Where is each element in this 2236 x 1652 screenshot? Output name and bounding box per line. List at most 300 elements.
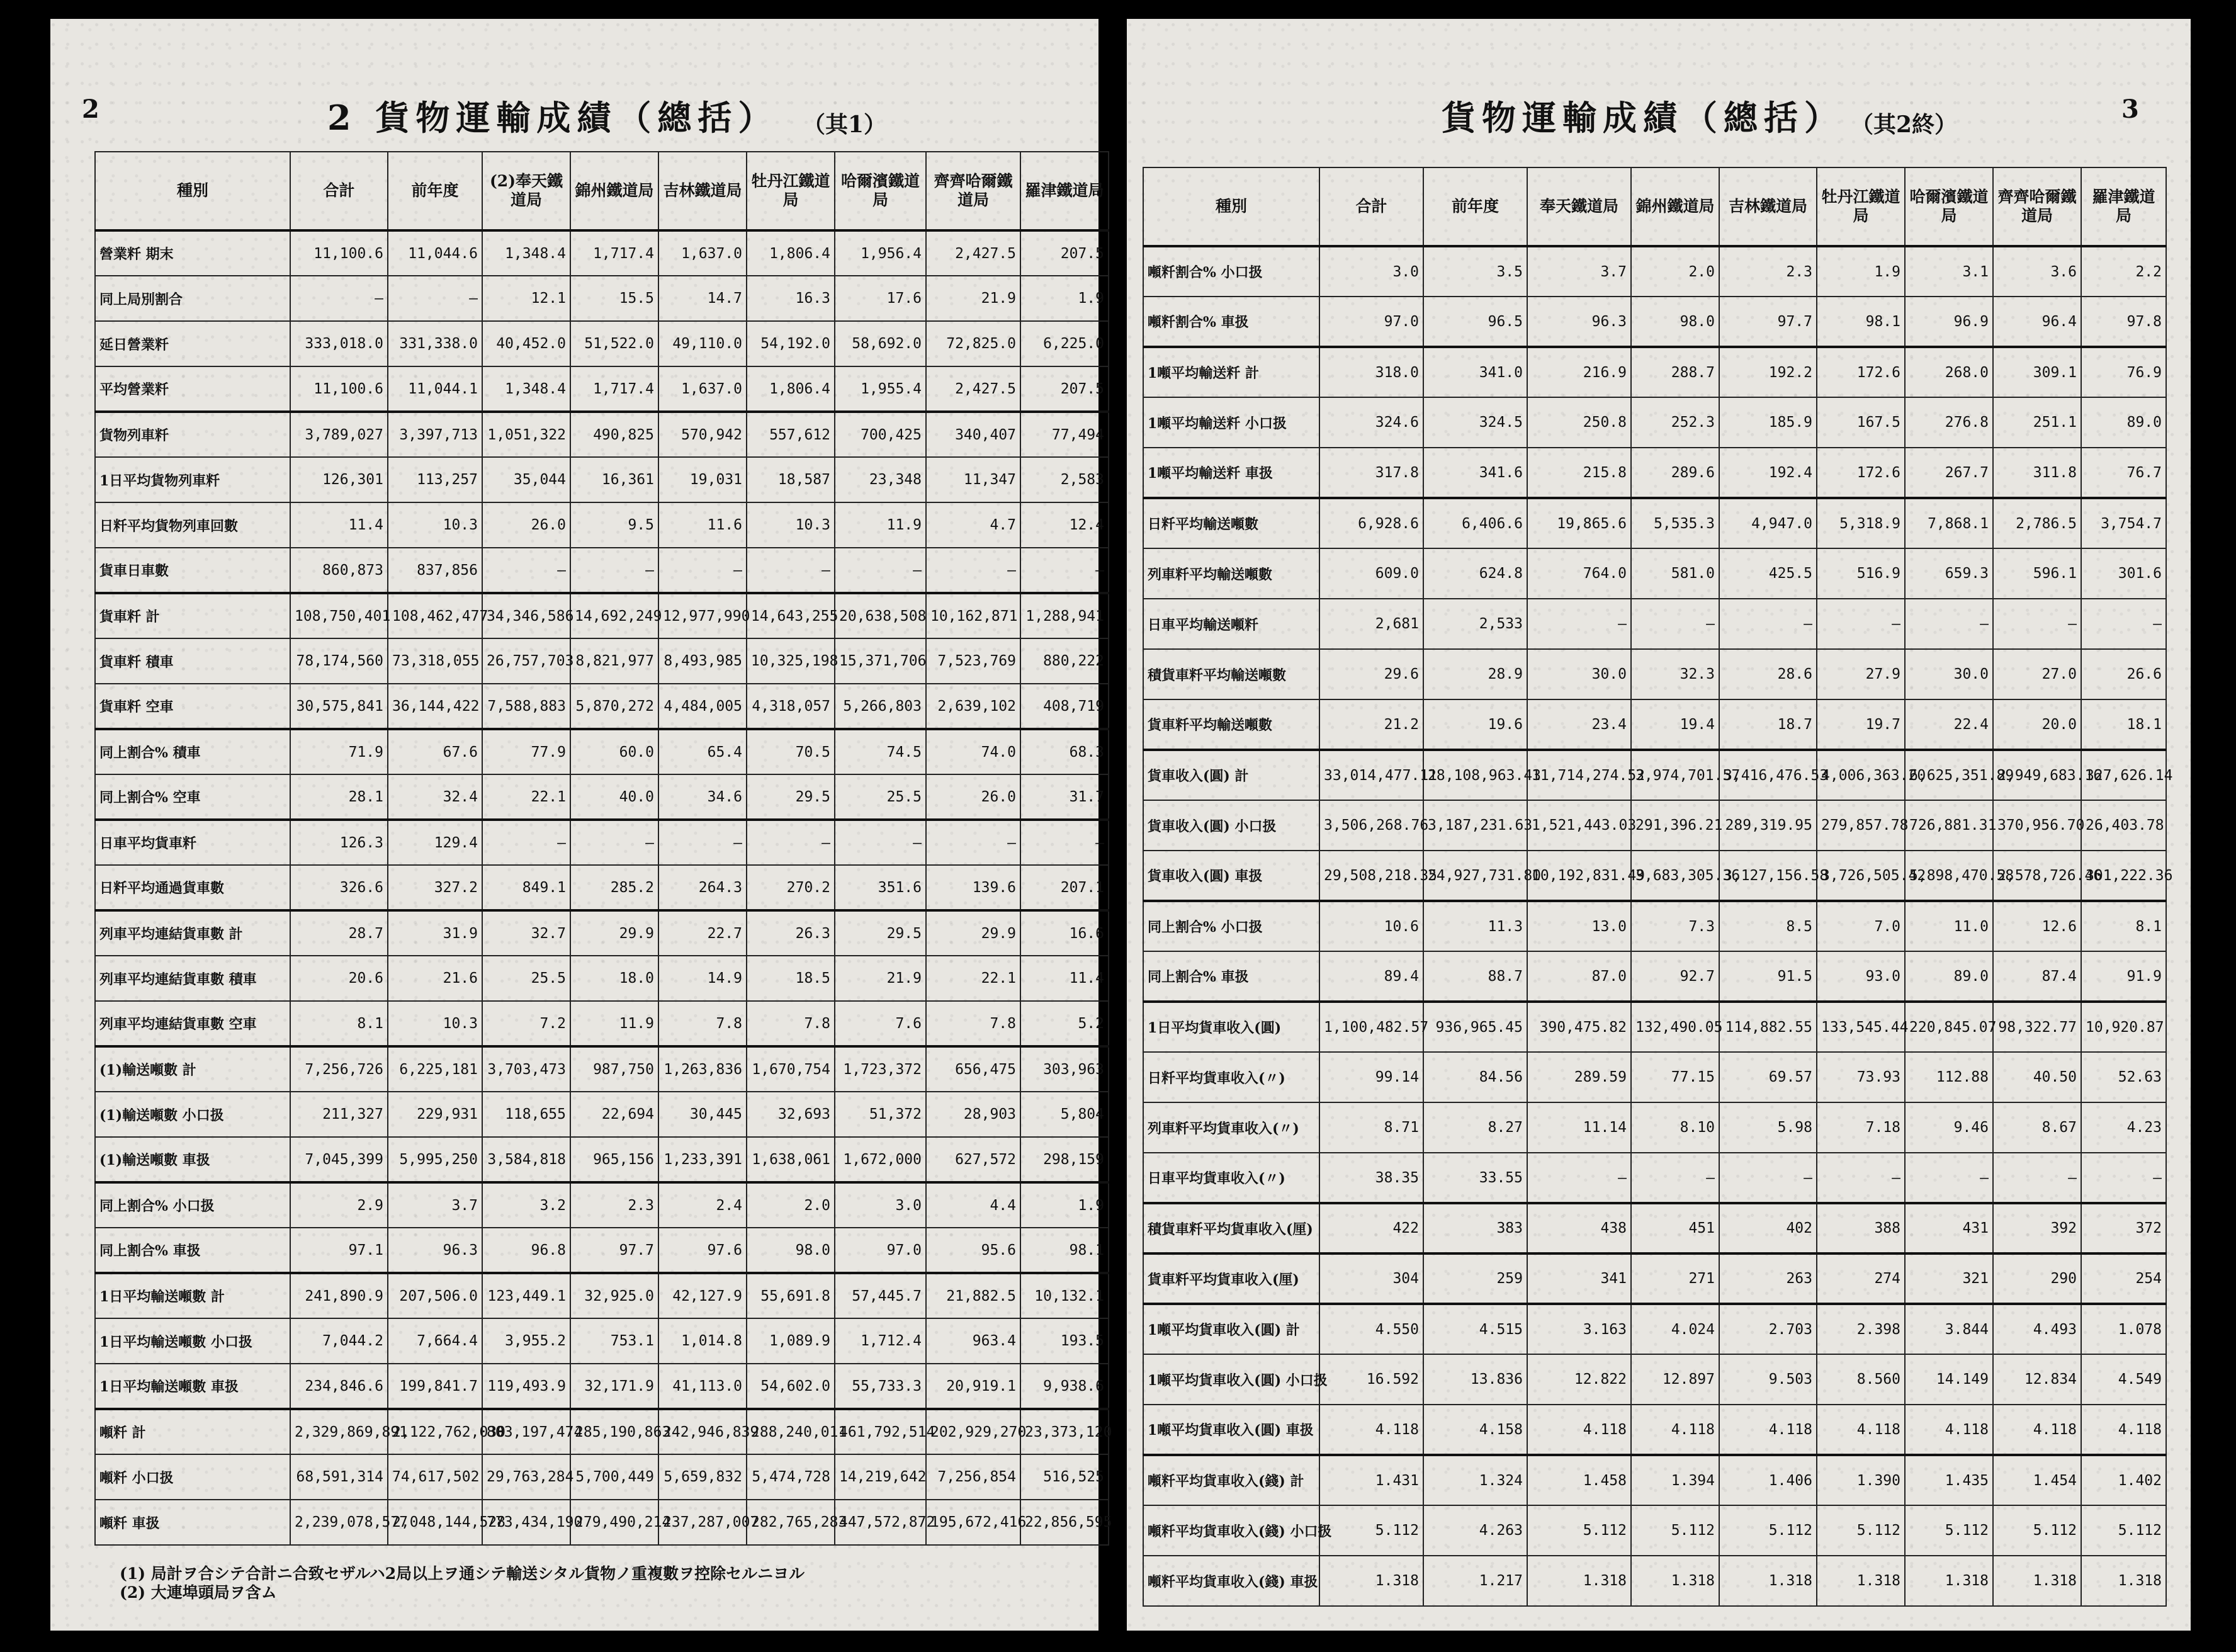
table-cell: 18.1 [2081, 699, 2166, 750]
table-cell: 74.5 [835, 729, 926, 774]
table-cell: 118,655 [482, 1092, 570, 1137]
table-cell: 11,714,274.52 [1527, 750, 1631, 800]
table-cell: 126.3 [290, 820, 388, 865]
table-cell: 270.2 [747, 865, 835, 910]
table-cell: 32,171.9 [570, 1364, 658, 1409]
table-cell: 1,263,836 [658, 1046, 747, 1092]
table-cell: 1.394 [1631, 1455, 1719, 1505]
column-header: 齊齊哈爾鐵道局 [926, 152, 1020, 230]
table-cell: 837,856 [388, 548, 482, 593]
table-cell: 199,841.7 [388, 1364, 482, 1409]
table-cell: — [1631, 599, 1719, 649]
table-cell: 18.7 [1719, 699, 1817, 750]
table-cell: 8.5 [1719, 901, 1817, 951]
table-row [1143, 750, 2166, 800]
table-cell: 2,048,144,528 [388, 1500, 482, 1545]
column-header: 羅津鐵道局 [1020, 152, 1109, 230]
table-row [95, 1092, 1109, 1137]
table-cell: 1.318 [1905, 1556, 1993, 1606]
table-cell: 656,475 [926, 1046, 1020, 1092]
table-cell: 1.318 [1993, 1556, 2081, 1606]
table-cell: 18,587 [747, 457, 835, 502]
table-cell: 341.6 [1423, 448, 1527, 498]
table-cell: 28,108,963.43 [1423, 750, 1527, 800]
table-cell: 438 [1527, 1203, 1631, 1253]
table-cell: 2,949,683.16 [1993, 750, 2081, 800]
table-cell: 211,327 [290, 1092, 388, 1137]
statistics-table [94, 151, 1112, 1546]
table-cell: — [1020, 820, 1109, 865]
table-cell: 32,693 [747, 1092, 835, 1137]
table-cell: 8,821,977 [570, 638, 658, 684]
page-title: 貨物運輸成績（總括） [1442, 98, 1844, 138]
table-cell: 3.2 [482, 1182, 570, 1228]
table-cell: 1,723,372 [835, 1046, 926, 1092]
table-row [1143, 1102, 2166, 1153]
table-cell: 7.8 [747, 1001, 835, 1046]
table-cell: 753.1 [570, 1318, 658, 1364]
table-cell: 192.4 [1719, 448, 1817, 498]
table-cell: 28.1 [290, 774, 388, 820]
table-cell: 97.7 [570, 1228, 658, 1273]
table-cell: 23,373,120 [1020, 1409, 1109, 1454]
table-row [1143, 1203, 2166, 1253]
table-cell: 19,031 [658, 457, 747, 502]
table-cell: 570,942 [658, 412, 747, 457]
table-cell: 4.118 [2081, 1405, 2166, 1455]
row-label: 1日平均輸送噸數 小口扱 [95, 1318, 290, 1364]
footnote: (1) 局計ヲ合シテ合計ニ合致セザルハ2局以上ヲ通シテ輸送シタル貨物ノ重複數ヲ控除セルニヨル [120, 1564, 805, 1583]
table-cell: 627,572 [926, 1137, 1020, 1182]
table-cell: 4.118 [1817, 1405, 1905, 1455]
row-label: 1日平均輸送噸數 計 [95, 1273, 290, 1318]
table-row [95, 1409, 1109, 1454]
table-cell: 88.7 [1423, 951, 1527, 1002]
column-header: 錦州鐵道局 [570, 152, 658, 230]
table-cell: 1.318 [1631, 1556, 1719, 1606]
table-cell: 126,301 [290, 457, 388, 502]
table-cell: 14,692,249 [570, 593, 658, 638]
table-cell: 207.5 [1020, 366, 1109, 412]
table-cell: 10,162,871 [926, 593, 1020, 638]
column-header-category: 種別 [1143, 167, 1319, 246]
table-cell: — [482, 820, 570, 865]
table-cell: 139.6 [926, 865, 1020, 910]
row-label: 貨車粁 空車 [95, 684, 290, 729]
table-cell: 19.4 [1631, 699, 1719, 750]
table-cell: 7.3 [1631, 901, 1719, 951]
table-row [1143, 649, 2166, 699]
table-cell: 207,506.0 [388, 1273, 482, 1318]
table-cell: 271 [1631, 1253, 1719, 1304]
table-cell: 9,938.6 [1020, 1364, 1109, 1409]
table-cell: — [1993, 1153, 2081, 1203]
table-cell: 490,825 [570, 412, 658, 457]
table-cell: 5,266,803 [835, 684, 926, 729]
table-cell: 18.0 [570, 956, 658, 1001]
table-cell: 5.112 [1993, 1505, 2081, 1556]
column-header: 哈爾濱鐵道局 [1905, 167, 1993, 246]
table-cell: 3.7 [1527, 246, 1631, 297]
table-cell: 5.112 [1527, 1505, 1631, 1556]
table-cell: 10,192,831.49 [1527, 851, 1631, 901]
table-cell: 1,288,941 [1020, 593, 1109, 638]
table-cell: 309.1 [1993, 347, 2081, 397]
table-cell: 1.217 [1423, 1556, 1527, 1606]
table-cell: 2,786.5 [1993, 498, 2081, 548]
table-cell: 5.112 [1905, 1505, 1993, 1556]
table-cell: 4.118 [1719, 1405, 1817, 1455]
table-cell: 301,222.36 [2081, 851, 2166, 901]
table-cell: 32.3 [1631, 649, 1719, 699]
table-cell: 241,890.9 [290, 1273, 388, 1318]
table-cell: 5.112 [1631, 1505, 1719, 1556]
table-cell: 29.9 [926, 910, 1020, 956]
table-cell: 7.18 [1817, 1102, 1905, 1153]
table-cell: 72,825.0 [926, 321, 1020, 366]
table-row [95, 1182, 1109, 1228]
table-row [1143, 347, 2166, 397]
table-cell: 97.8 [2081, 297, 2166, 347]
column-header: 吉林鐵道局 [658, 152, 747, 230]
table-cell: 25.5 [835, 774, 926, 820]
row-label: 噸粁平均貨車收入(錢) 小口扱 [1143, 1505, 1319, 1556]
table-cell: 32.7 [482, 910, 570, 956]
table-cell: 326.6 [290, 865, 388, 910]
table-cell: 14.149 [1905, 1354, 1993, 1405]
table-cell: 1,712.4 [835, 1318, 926, 1364]
table-row [1143, 498, 2166, 548]
table-cell: 1,637.0 [658, 230, 747, 276]
row-label: 同上局別割合 [95, 276, 290, 321]
table-cell: 3,683,305.36 [1631, 851, 1719, 901]
table-cell: 5,898,470.58 [1905, 851, 1993, 901]
table-cell: 263 [1719, 1253, 1817, 1304]
table-cell: 4.118 [1905, 1405, 1993, 1455]
table-row [1143, 901, 2166, 951]
table-cell: 3,187,231.63 [1423, 800, 1527, 851]
table-cell: 1.390 [1817, 1455, 1905, 1505]
table-cell: 1,233,391 [658, 1137, 747, 1182]
table-cell: 8,493,985 [658, 638, 747, 684]
table-cell: 68,591,314 [290, 1454, 388, 1500]
table-cell: 6,225.0 [1020, 321, 1109, 366]
table-cell: 20.0 [1993, 699, 2081, 750]
table-cell: 609.0 [1319, 548, 1423, 599]
row-label: 噸粁 車扱 [95, 1500, 290, 1545]
table-cell: 3.6 [1993, 246, 2081, 297]
table-cell: 392 [1993, 1203, 2081, 1253]
table-cell: 282,765,283 [747, 1500, 835, 1545]
table-cell: 15.5 [570, 276, 658, 321]
table-row [1143, 448, 2166, 498]
table-cell: 11,347 [926, 457, 1020, 502]
table-cell: 4.118 [1319, 1405, 1423, 1455]
row-label: 列車平均連結貨車數 計 [95, 910, 290, 956]
table-cell: — [1817, 1153, 1905, 1203]
table-cell: 4.024 [1631, 1304, 1719, 1354]
table-cell: 29,763,284 [482, 1454, 570, 1500]
table-cell: 19,865.6 [1527, 498, 1631, 548]
table-cell: 98.0 [1631, 297, 1719, 347]
row-label: 日車平均輸送噸粁 [1143, 599, 1319, 649]
table-cell: 3,974,701.57 [1631, 750, 1719, 800]
table-cell: 30,445 [658, 1092, 747, 1137]
table-cell: 97.0 [1319, 297, 1423, 347]
table-cell: 1.458 [1527, 1455, 1631, 1505]
column-header: 合計 [1319, 167, 1423, 246]
table-cell: 49,110.0 [658, 321, 747, 366]
table-cell: 4,318,057 [747, 684, 835, 729]
table-cell: 324.5 [1423, 397, 1527, 448]
page-volume: （其2終） [1851, 111, 1958, 138]
table-row [95, 638, 1109, 684]
row-label: 列車粁平均輸送噸數 [1143, 548, 1319, 599]
table-cell: — [388, 276, 482, 321]
table-cell: 77,494 [1020, 412, 1109, 457]
table-cell: 27.9 [1817, 649, 1905, 699]
table-cell: 12.1 [482, 276, 570, 321]
table-cell: 216.9 [1527, 347, 1631, 397]
table-cell: 289.6 [1631, 448, 1719, 498]
table-cell: 16.6 [1020, 910, 1109, 956]
table-cell: 97.7 [1719, 297, 1817, 347]
table-cell: 77.9 [482, 729, 570, 774]
table-cell: 425.5 [1719, 548, 1817, 599]
table-cell: 3.1 [1905, 246, 1993, 297]
table-cell: 860,873 [290, 548, 388, 593]
table-cell: 14,219,642 [835, 1454, 926, 1500]
table-cell: 18.5 [747, 956, 835, 1001]
table-cell: 2.3 [1719, 246, 1817, 297]
table-cell: 11.9 [570, 1001, 658, 1046]
table-cell: 32.4 [388, 774, 482, 820]
table-cell: 11.4 [290, 502, 388, 548]
column-header-category: 種別 [95, 152, 290, 230]
table-cell: 55,691.8 [747, 1273, 835, 1318]
table-cell: 327,626.14 [2081, 750, 2166, 800]
table-cell: 2.0 [747, 1182, 835, 1228]
table-cell: 31.7 [1020, 774, 1109, 820]
table-row [1143, 1405, 2166, 1455]
table-cell: 96.3 [1527, 297, 1631, 347]
table-cell: 14,643,255 [747, 593, 835, 638]
table-cell: 113,257 [388, 457, 482, 502]
table-cell: 57,445.7 [835, 1273, 926, 1318]
table-cell: 14.7 [658, 276, 747, 321]
table-cell: 1.406 [1719, 1455, 1817, 1505]
table-cell: 1.454 [1993, 1455, 2081, 1505]
table-cell: 96.9 [1905, 297, 1993, 347]
table-cell: 7.6 [835, 1001, 926, 1046]
row-label: 日車平均貨車粁 [95, 820, 290, 865]
table-cell: 4.23 [2081, 1102, 2166, 1153]
table-cell: 33.55 [1423, 1153, 1527, 1203]
table-cell: 3,127,156.58 [1719, 851, 1817, 901]
table-cell: 89.0 [2081, 397, 2166, 448]
table-cell: 289.59 [1527, 1052, 1631, 1102]
table-cell: 114,882.55 [1719, 1002, 1817, 1052]
table-cell: 10.3 [388, 502, 482, 548]
table-cell: — [835, 548, 926, 593]
table-cell: 21,882.5 [926, 1273, 1020, 1318]
table-cell: 98,322.77 [1993, 1002, 2081, 1052]
table-cell: 89.0 [1905, 951, 1993, 1002]
table-cell: 71.9 [290, 729, 388, 774]
left-page [50, 19, 1112, 1631]
table-cell: — [290, 276, 388, 321]
table-cell: 8.67 [1993, 1102, 2081, 1153]
table-cell: 5,535.3 [1631, 498, 1719, 548]
table-cell: 24,927,731.80 [1423, 851, 1527, 901]
table-row [95, 1001, 1109, 1046]
row-label: 列車平均連結貨車數 空車 [95, 1001, 290, 1046]
table-row [95, 230, 1109, 276]
table-cell: 3,726,505.42 [1817, 851, 1905, 901]
table-cell: 331,338.0 [388, 321, 482, 366]
table-cell: 447,572,872 [835, 1500, 926, 1545]
table-cell: 7,664.4 [388, 1318, 482, 1364]
table-cell: 5.112 [1319, 1505, 1423, 1556]
table-cell: 4.549 [2081, 1354, 2166, 1405]
table-cell: 22,694 [570, 1092, 658, 1137]
row-label: 積貨車粁平均貨車收入(厘) [1143, 1203, 1319, 1253]
table-cell: 726,881.31 [1905, 800, 1993, 851]
row-label: 日粁平均輸送噸數 [1143, 498, 1319, 548]
table-cell: 123,449.1 [482, 1273, 570, 1318]
row-label: 1日平均貨車收入(圓) [1143, 1002, 1319, 1052]
table-cell: 60.0 [570, 729, 658, 774]
table-cell: 51,522.0 [570, 321, 658, 366]
row-label: 1噸平均輸送粁 小口扱 [1143, 397, 1319, 448]
table-cell: 93.0 [1817, 951, 1905, 1002]
table-cell: 341 [1527, 1253, 1631, 1304]
table-cell: 242,946,839 [658, 1409, 747, 1454]
table-cell: 324.6 [1319, 397, 1423, 448]
table-cell: 108,462,477 [388, 593, 482, 638]
table-cell: 33,014,477.11 [1319, 750, 1423, 800]
table-cell: 7,044.2 [290, 1318, 388, 1364]
table-cell: 11.3 [1423, 901, 1527, 951]
table-row [95, 1273, 1109, 1318]
table-cell: 34,346,586 [482, 593, 570, 638]
row-label: 貨車粁平均貨車收入(厘) [1143, 1253, 1319, 1304]
table-cell: 22.1 [482, 774, 570, 820]
table-cell: 11.14 [1527, 1102, 1631, 1153]
table-cell: 20,638,508 [835, 593, 926, 638]
table-row [1143, 397, 2166, 448]
table-cell: 6,406.6 [1423, 498, 1527, 548]
table-cell: 880,222 [1020, 638, 1109, 684]
table-cell: 12,977,990 [658, 593, 747, 638]
table-cell: 5.112 [1719, 1505, 1817, 1556]
table-cell: 557,612 [747, 412, 835, 457]
table-cell: 10,325,198 [747, 638, 835, 684]
table-cell: 274 [1817, 1253, 1905, 1304]
table-cell: 285,190,863 [570, 1409, 658, 1454]
table-cell: 14.9 [658, 956, 747, 1001]
table-cell: — [835, 820, 926, 865]
table-cell: 9.5 [570, 502, 658, 548]
table-row [1143, 548, 2166, 599]
table-cell: 383 [1423, 1203, 1527, 1253]
table-cell: 3.7 [388, 1182, 482, 1228]
table-row [1143, 800, 2166, 851]
page-volume: （其1） [803, 111, 887, 138]
table-cell: 97.1 [290, 1228, 388, 1273]
table-cell: 431 [1905, 1203, 1993, 1253]
table-cell: 291,396.21 [1631, 800, 1719, 851]
table-cell: 7,256,726 [290, 1046, 388, 1092]
row-label: 營業粁 期末 [95, 230, 290, 276]
page-number: 2 [82, 94, 99, 124]
row-label: 貨車粁 積車 [95, 638, 290, 684]
table-cell: 311.8 [1993, 448, 2081, 498]
row-label: 同上割合% 車扱 [1143, 951, 1319, 1002]
table-cell: 19.7 [1817, 699, 1905, 750]
table-cell: 8.1 [2081, 901, 2166, 951]
table-cell: 13.0 [1527, 901, 1631, 951]
table-cell: 26.0 [926, 774, 1020, 820]
column-header: 前年度 [388, 152, 482, 230]
table-cell: 193.5 [1020, 1318, 1109, 1364]
table-row [1143, 1304, 2166, 1354]
table-cell: 9.46 [1905, 1102, 1993, 1153]
table-cell: 251.1 [1993, 397, 2081, 448]
table-cell: 252.3 [1631, 397, 1719, 448]
table-cell: 1.9 [1817, 246, 1905, 297]
table-row [95, 412, 1109, 457]
table-row [95, 910, 1109, 956]
table-cell: 259 [1423, 1253, 1527, 1304]
table-cell: 6,625,351.89 [1905, 750, 1993, 800]
table-cell: 13.836 [1423, 1354, 1527, 1405]
table-cell: 207.5 [1020, 230, 1109, 276]
column-header: 吉林鐵道局 [1719, 167, 1817, 246]
table-cell: 52.63 [2081, 1052, 2166, 1102]
table-row [1143, 246, 2166, 297]
row-label: 列車粁平均貨車收入(〃) [1143, 1102, 1319, 1153]
table-cell: 8.560 [1817, 1354, 1905, 1405]
table-cell: 11,044.1 [388, 366, 482, 412]
table-cell: 16.592 [1319, 1354, 1423, 1405]
table-cell: 1,806.4 [747, 230, 835, 276]
table-cell: 12.6 [1993, 901, 2081, 951]
table-cell: 1.324 [1423, 1455, 1527, 1505]
table-cell: 963.4 [926, 1318, 1020, 1364]
table-row [1143, 1455, 2166, 1505]
table-cell: 76.7 [2081, 448, 2166, 498]
table-cell: 73,318,055 [388, 638, 482, 684]
table-cell: 22.7 [658, 910, 747, 956]
table-row [95, 684, 1109, 729]
table-cell: 10.6 [1319, 901, 1423, 951]
row-label: 日粁平均通過貨車數 [95, 865, 290, 910]
column-header: 哈爾濱鐵道局 [835, 152, 926, 230]
table-cell: 764.0 [1527, 548, 1631, 599]
table-cell: 2,681 [1319, 599, 1423, 649]
table-cell: 10,132.1 [1020, 1273, 1109, 1318]
row-label: 貨車粁 計 [95, 593, 290, 638]
row-label: (1)輸送噸數 車扱 [95, 1137, 290, 1182]
table-cell: 20,919.1 [926, 1364, 1020, 1409]
table-cell: 596.1 [1993, 548, 2081, 599]
row-label: 噸粁平均貨車收入(錢) 計 [1143, 1455, 1319, 1505]
table-cell: 3,506,268.76 [1319, 800, 1423, 851]
table-cell: 69.57 [1719, 1052, 1817, 1102]
table-cell: — [482, 548, 570, 593]
table-cell: — [1905, 1153, 1993, 1203]
